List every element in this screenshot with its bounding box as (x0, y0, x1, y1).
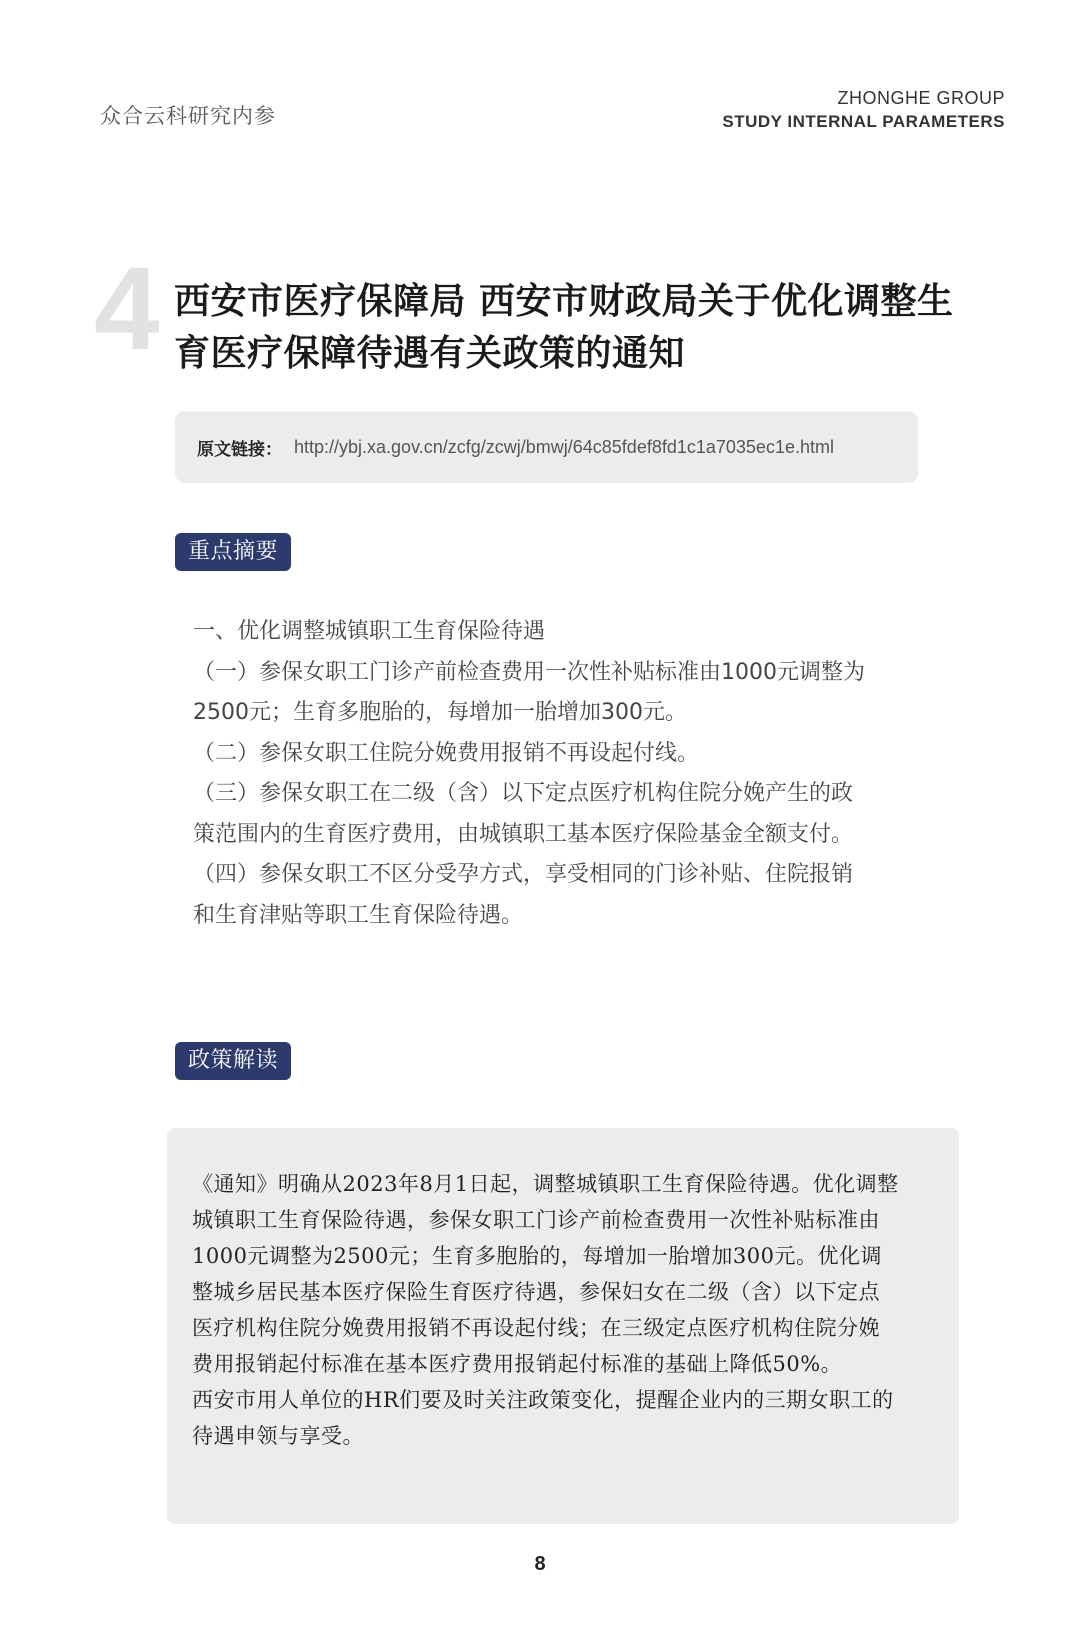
summary-paragraph: （一）参保女职工门诊产前检查费用一次性补贴标准由1000元调整为2500元；生育多胞胎的，每增加一胎增加300元。 (193, 659, 865, 725)
source-link-url[interactable]: http://ybj.xa.gov.cn/zcfg/zcwj/bmwj/64c85fdef8fd1c1a7035ec1e.html (294, 436, 834, 457)
group-name: ZHONGHE GROUP (837, 88, 1005, 108)
policy-paragraph: 西安市用人单位的HR们要及时关注政策变化，提醒企业内的三期女职工的待遇申领与享受。 (192, 1388, 894, 1448)
source-link-box (175, 411, 918, 483)
group-subtitle: STUDY INTERNAL PARAMETERS (722, 112, 1005, 131)
policy-paragraph: 《通知》明确从2023年8月1日起，调整城镇职工生育保险待遇。优化调整城镇职工生育保险待遇，参保女职工门诊产前检查费用一次性补贴标准由1000元调整为2500元；生育多胞胎的，每增加一胎增加300元。优化调整城乡居民基本医疗保险生育医疗待遇，参保妇女在二级（含）以下定点医疗机构住院分娩费用报销不再设起付线；在三级定点医疗机构住院分娩费用报销起付标准在基本医疗费用报销起付标准的基础上降低50%。 (192, 1172, 899, 1376)
summary-content (193, 612, 873, 936)
page-number: 8 (534, 1553, 546, 1575)
summary-paragraph: （二）参保女职工住院分娩费用报销不再设起付线。 (193, 740, 700, 766)
summary-paragraph: （三）参保女职工在二级（含）以下定点医疗机构住院分娩产生的政策范围内的生育医疗费用，由城镇职工基本医疗保险基金全额支付。 (193, 781, 854, 847)
summary-paragraph: （四）参保女职工不区分受孕方式，享受相同的门诊补贴、住院报销和生育津贴等职工生育保险待遇。 (193, 862, 854, 928)
publication-title: 众合云科研究内参 (100, 104, 276, 128)
policy-analysis-box (167, 1128, 959, 1524)
section-title: 西安市医疗保障局 西安市财政局关于优化调整生育医疗保障待遇有关政策的通知 (174, 281, 954, 374)
source-link-label: 原文链接： (197, 439, 282, 460)
policy-tag: 政策解读 (175, 1042, 291, 1080)
summary-paragraph: 一、优化调整城镇职工生育保险待遇 (193, 619, 546, 644)
group-header (722, 86, 1005, 134)
summary-tag: 重点摘要 (175, 533, 291, 571)
section-number: 4 (94, 243, 160, 375)
